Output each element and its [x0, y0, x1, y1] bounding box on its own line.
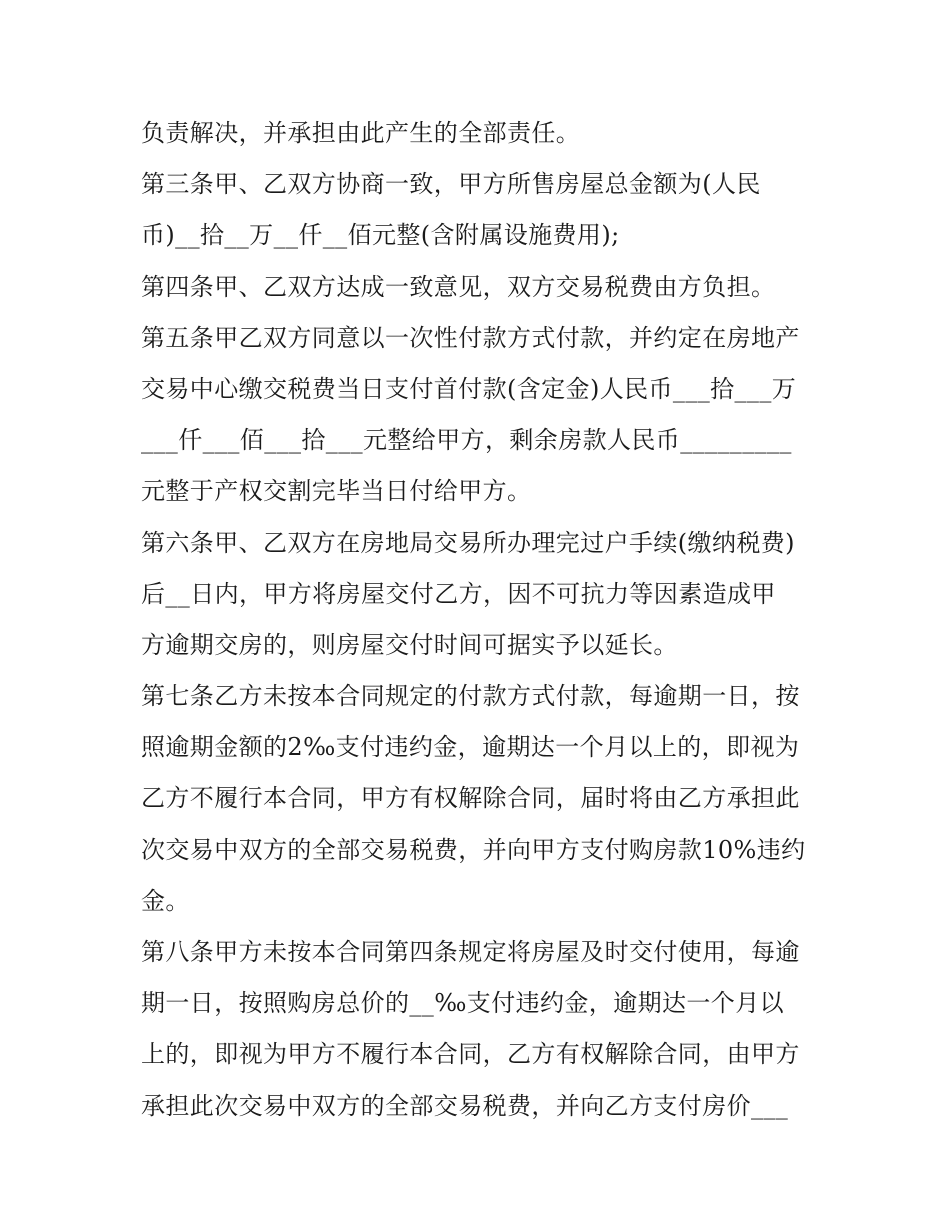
contract-text-body: [141, 108, 831, 1132]
text-line: 金。: [141, 886, 190, 915]
text-line: 负责解决，并承担由此产生的全部责任。: [141, 119, 581, 147]
text-line: 第四条甲、乙双方达成一致意见，双方交易税费由方负担。: [141, 272, 776, 301]
text-line: 次交易中双方的全部交易税费，并向甲方支付购房款10%违约: [141, 835, 806, 864]
text-line: 第八条甲方未按本合同第四条规定将房屋及时交付使用，每逾: [141, 938, 800, 966]
text-line: 第六条甲、乙双方在房地局交易所办理完过户手续(缴纳税费): [141, 528, 795, 557]
text-line: 方逾期交房的，则房屋交付时间可据实予以延长。: [141, 630, 678, 659]
text-line: 期一日，按照购房总价的__‰支付违约金，逾期达一个月以: [141, 989, 785, 1018]
text-line: 交易中心缴交税费当日支付首付款(含定金)人民币___拾___万: [141, 374, 797, 403]
text-line: ___仟___佰___拾___元整给甲方，剩余房款人民币_________: [141, 426, 792, 455]
text-line: 上的，即视为甲方不履行本合同，乙方有权解除合同，由甲方: [141, 1040, 800, 1069]
text-line: 第五条甲乙双方同意以一次性付款方式付款，并约定在房地产: [141, 323, 800, 352]
text-line: 币)__拾__万__仟__佰元整(含附属设施费用);: [141, 221, 620, 250]
text-line: 第七条乙方未按本合同规定的付款方式付款，每逾期一日，按: [141, 682, 800, 711]
text-line: 元整于产权交割完毕当日付给甲方。: [141, 477, 532, 506]
text-line: 第三条甲、乙双方协商一致，甲方所售房屋总金额为(人民: [141, 170, 761, 199]
text-line: 乙方不履行本合同，甲方有权解除合同，届时将由乙方承担此: [141, 784, 800, 813]
text-line: 照逾期金额的2‰支付违约金，逾期达一个月以上的，即视为: [141, 733, 800, 762]
text-line: 承担此次交易中双方的全部交易税费，并向乙方支付房价___: [141, 1091, 789, 1120]
text-line: 后__日内，甲方将房屋交付乙方，因不可抗力等因素造成甲: [141, 579, 776, 608]
